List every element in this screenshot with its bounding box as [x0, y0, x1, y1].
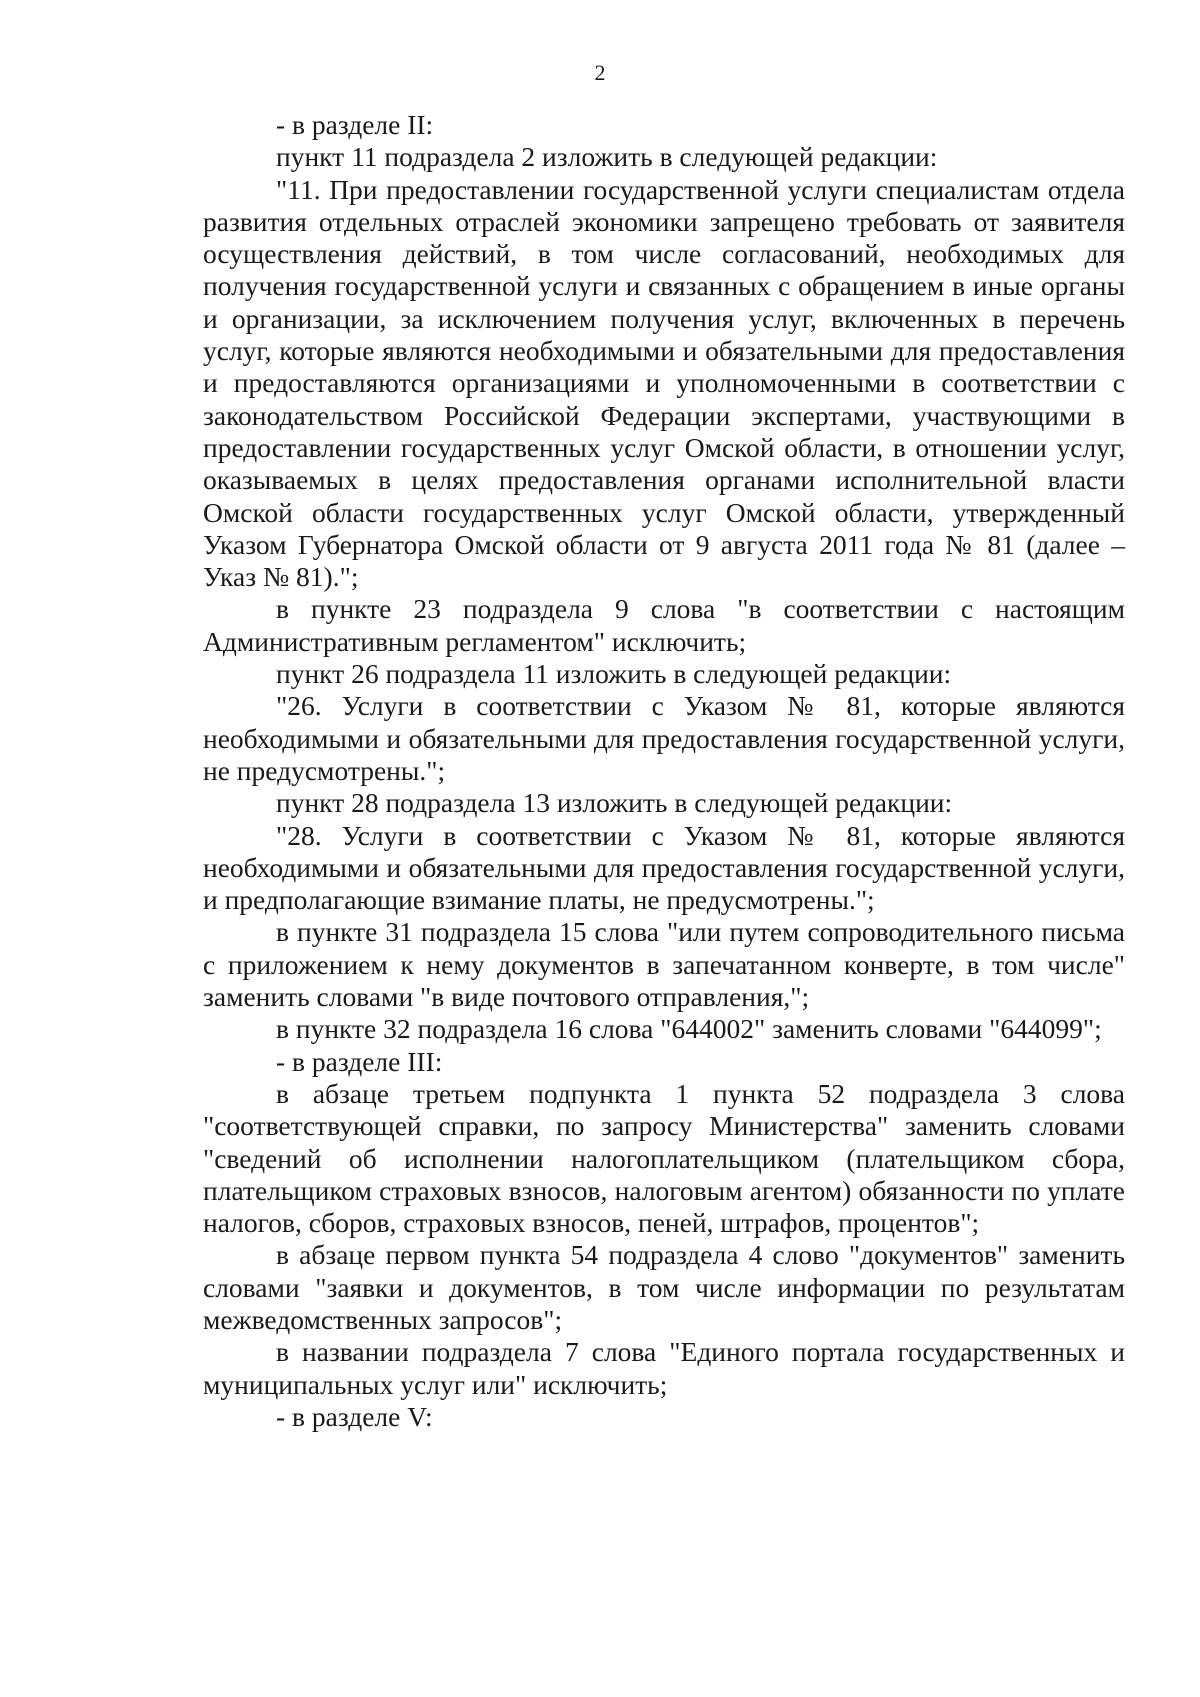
page-number: 2	[594, 60, 606, 85]
paragraph-section-5-heading: - в разделе V:	[276, 1400, 433, 1432]
paragraph-section-3-heading: - в разделе III:	[276, 1045, 443, 1077]
paragraph-item-31-amendment: в пункте 31 подраздела 15 слова "или путем сопроводительного письма с приложением к нему документов в запечатанном конверте, в том числе" заменить словами "в виде почтового отправления,";	[203, 916, 1125, 1013]
paragraph-item-54-amendment: в абзаце первом пункта 54 подраздела 4 слово "документов" заменить словами "заявки и документов, в том числе информации по результатам межведомственных запросов";	[203, 1239, 1125, 1335]
paragraph-item-26-text: "26. Услуги в соответствии с Указом № 81, которые являются необходимыми и обязательными для предоставления государственной услуги, не предусмотрены.";	[203, 690, 1125, 786]
document-body	[203, 109, 1125, 1433]
paragraph-item-28-text: "28. Услуги в соответствии с Указом № 81, которые являются необходимыми и обязательными для предоставления государственной услуги, и предполагающие взимание платы, не предусмотрены.";	[203, 819, 1125, 916]
paragraph-section-2-heading: - в разделе II:	[276, 109, 434, 140]
paragraph-subsection-7-amendment: в названии подраздела 7 слова "Единого портала государственных и муниципальных услуг или" исключить;	[203, 1336, 1125, 1400]
paragraph-item-26-instruction: пункт 26 подраздела 11 изложить в следующей редакции:	[276, 658, 952, 690]
paragraph-item-32-amendment: в пункте 32 подраздела 16 слова "644002" заменить словами "644099";	[276, 1013, 1102, 1045]
paragraph-item-11-instruction: пункт 11 подраздела 2 изложить в следующей редакции:	[276, 141, 938, 173]
paragraph-item-11-text: "11. При предоставлении государственной услуги специалистам отдела развития отдельных отраслей экономики запрещено требовать от заявителя осуществления действий, в том числе согласований, необходимых для получения государственной услуги и связанных с обращением в иные органы и организации, за исключением получения услуг, включенных в перечень услуг, которые являются необходимыми и обязательными для предоставления и предоставляются организациями и уполномоченными в соответствии с законодательством Российской Федерации экспертами, участвующими в предоставлении государственных услуг Омской области, в отношении услуг, оказываемых в целях предоставления органами исполнительной власти Омской области государственных услуг Омской области, утвержденный Указом Губернатора Омской области от 9 августа 2011 года № 81 (далее – Указ № 81).";	[203, 173, 1125, 593]
paragraph-item-52-amendment: в абзаце третьем подпункта 1 пункта 52 подраздела 3 слова "соответствующей справки, по запросу Министерства" заменить словами "сведений об исполнении налогоплательщиком (плательщиком сбора, плательщиком страховых взносов, налоговым агентом) обязанности по уплате налогов, сборов, страховых взносов, пеней, штрафов, процентов";	[203, 1077, 1125, 1239]
paragraph-item-28-instruction: пункт 28 подраздела 13 изложить в следующей редакции:	[276, 787, 953, 819]
paragraph-item-23-amendment: в пункте 23 подраздела 9 слова "в соответствии с настоящим Административным регламентом" исключить;	[203, 593, 1125, 657]
